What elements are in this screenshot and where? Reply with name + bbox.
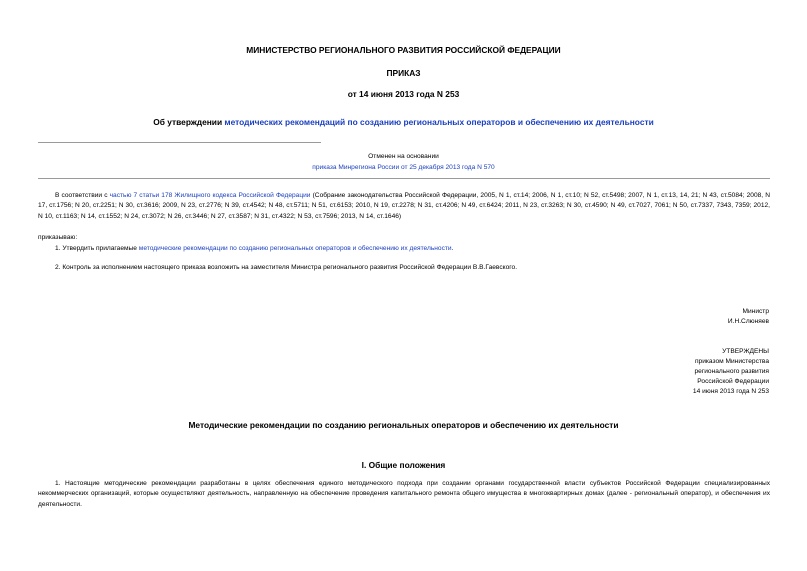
doc-title xyxy=(0,117,807,127)
doc-title-prefix: Об утверждении xyxy=(153,117,225,127)
doc-title-link[interactable]: методических рекомендаций по созданию региональных операторов и обеспечению их деятельности xyxy=(224,117,654,127)
recommendations-link[interactable]: методические рекомендации по созданию региональных операторов и обеспечению их деятельности xyxy=(138,245,452,252)
preamble-paragraph xyxy=(38,191,770,222)
revocation-link[interactable]: приказа Минрегиона России от 25 декабря 2013 года N 570 xyxy=(312,164,495,171)
ministry-name: МИНИСТЕРСТВО РЕГИОНАЛЬНОГО РАЗВИТИЯ РОССИЙСКОЙ ФЕДЕРАЦИИ xyxy=(246,45,561,55)
order-item-2: 2. Контроль за исполнением настоящего приказа возложить на заместителя Министра регионального развития Российской Федерации В.В.Гаевского. xyxy=(55,264,518,271)
approval-line-2: приказом Министерства xyxy=(694,358,769,365)
approval-line-1: УТВЕРЖДЕНЫ xyxy=(722,348,769,355)
order-item-1-prefix: 1. Утвердить прилагаемые xyxy=(55,245,139,252)
doc-type: ПРИКАЗ xyxy=(386,68,421,78)
approval-line-3: регионального развития xyxy=(694,368,769,375)
signature-block xyxy=(728,307,769,327)
preamble-prefix: В соответствии с xyxy=(55,192,110,199)
housing-code-link[interactable]: частью 7 статьи 178 Жилищного кодекса Российской Федерации xyxy=(109,192,311,199)
signature-position: Министр xyxy=(742,308,769,315)
approval-line-4: Российской Федерации xyxy=(697,378,769,385)
divider-short xyxy=(38,142,321,143)
order-item-1 xyxy=(38,244,770,254)
revocation-text: Отменен на основании xyxy=(368,153,439,160)
doc-date: от 14 июня 2013 года N 253 xyxy=(347,89,460,99)
order-item-1-suffix: . xyxy=(451,245,454,252)
section-1-paragraph-1: 1. Настоящие методические рекомендации разработаны в целях обеспечения единого методического подхода при создании органами государственной власти субъектов Российской Федерации специализированных некоммерческих организаций, которые осуществляют деятельность, направленную на обеспечение проведения капитального ремонта общего имущества в многоквартирных домах (далее - региональный оператор), и обеспечения их деятельности. xyxy=(38,480,770,508)
section-1-title: I. Общие положения xyxy=(361,460,446,470)
approval-line-5: 14 июня 2013 года N 253 xyxy=(692,388,769,395)
annex-title: Методические рекомендации по созданию региональных операторов и обеспечению их деятельности xyxy=(188,420,619,430)
signature-name: И.Н.Слюняев xyxy=(727,318,769,325)
preamble-rest: (Собрание законодательства Российской Федерации, 2005, N 1, ст.14; 2006, N 1, ст.10; N 52, ст.5498; 2007, N 1, ст.13, 14, 21; N 43, ст.5084; 2008, N 17, ст.1756; N 20, ст.2251; N 30, ст.3616; 2009, N 23, ст.2776; N 39, ст.4542; N 48, ст.5711; N 51, ст.6153; 2010, N 19, ст.2278; N 31, ст.4206; N 49, ст.6424; 2011, N 23, ст.3263; N 30, ст.4590; N 49, ст.7027, 7061; N 50, ст.7337, 7343, 7359; 2012, N 10, ст.1163; N 14, ст.1552; N 24, ст.3072; N 26, ст.3446; N 27, ст.3587; N 31, ст.4322; N 53, ст.7596; 2013, N 14, ст.1646) xyxy=(38,192,770,220)
divider-full xyxy=(38,178,770,179)
approval-block xyxy=(693,347,769,397)
order-word: приказываю: xyxy=(38,234,78,241)
